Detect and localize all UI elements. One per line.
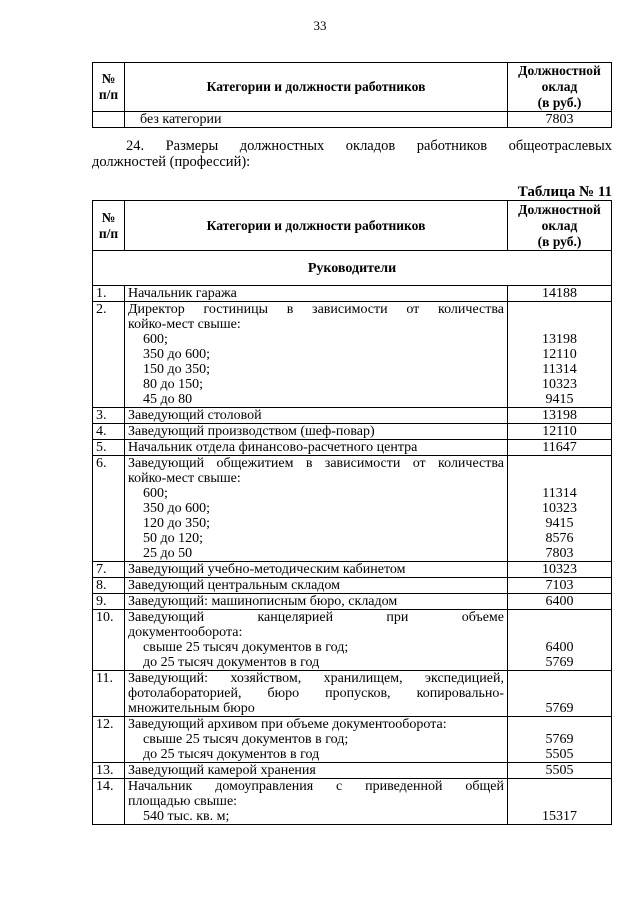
row-number: 11. <box>93 671 125 717</box>
row-number: 1. <box>93 286 125 302</box>
category-line: свыше 25 тысяч документов в год; <box>143 640 349 655</box>
row-category <box>125 424 508 440</box>
category-line: 45 до 80 <box>143 392 193 407</box>
category-line: Директор гостиницы в зависимости от количества <box>128 302 504 317</box>
row-category <box>125 286 508 302</box>
row-salary <box>508 456 612 562</box>
table-row <box>93 763 612 779</box>
cell-salary: 7803 <box>508 112 612 128</box>
row-number: 3. <box>93 408 125 424</box>
row-number: 10. <box>93 610 125 671</box>
category-line: Заведующий производством (шеф-повар) <box>128 424 375 439</box>
category-line: свыше 25 тысяч документов в год; <box>143 732 349 747</box>
table-row <box>93 671 612 717</box>
category-line: Заведующий центральным складом <box>128 578 341 593</box>
category-line: документооборота: <box>128 625 243 640</box>
salary-value: 11647 <box>542 440 577 455</box>
cell-category: без категории <box>125 112 508 128</box>
row-category <box>125 408 508 424</box>
salary-value: 12110 <box>542 347 577 362</box>
salary-value: 13198 <box>542 332 577 347</box>
row-category <box>125 594 508 610</box>
salary-value: 5769 <box>545 655 574 670</box>
row-category <box>125 562 508 578</box>
section-title: Руководители <box>93 251 612 286</box>
category-line: 350 до 600; <box>143 347 211 362</box>
table-row <box>93 717 612 763</box>
table-row <box>93 302 612 408</box>
salary-value: 6400 <box>545 640 574 655</box>
category-line: Заведующий учебно-методическим кабинетом <box>128 562 406 577</box>
table-row <box>93 594 612 610</box>
header-number: № п/п <box>93 63 125 112</box>
table-row <box>93 456 612 562</box>
salary-value: 7103 <box>545 578 574 593</box>
salary-value: 12110 <box>542 424 577 439</box>
salary-value: 5505 <box>545 747 574 762</box>
row-salary <box>508 302 612 408</box>
row-salary <box>508 779 612 825</box>
row-category <box>125 717 508 763</box>
salary-value: 6400 <box>545 594 574 609</box>
header-salary: Должностной оклад (в руб.) <box>508 201 612 251</box>
table-row <box>93 424 612 440</box>
paragraph-line-2: должностей (профессий): <box>92 154 251 170</box>
cell-number <box>93 112 125 128</box>
category-line: койко-мест свыше: <box>128 317 241 332</box>
category-line: 50 до 120; <box>143 531 204 546</box>
row-category <box>125 671 508 717</box>
table-label: Таблица № 11 <box>517 184 612 200</box>
category-line: множительным бюро <box>128 701 255 716</box>
row-salary <box>508 610 612 671</box>
page-number: 33 <box>313 18 327 33</box>
table-row <box>93 286 612 302</box>
table-row <box>93 610 612 671</box>
row-salary <box>508 440 612 456</box>
category-line: фотолабораторией, бюро пропусков, копировально- <box>128 686 504 701</box>
salary-value: 7803 <box>545 546 574 561</box>
row-salary <box>508 424 612 440</box>
salary-value: 5769 <box>545 701 574 716</box>
category-line: площадью свыше: <box>128 794 238 809</box>
row-salary <box>508 594 612 610</box>
header-category: Категории и должности работников <box>125 63 508 112</box>
table-row <box>93 779 612 825</box>
category-line: Заведующий архивом при объеме документооборота: <box>128 717 447 732</box>
row-category <box>125 456 508 562</box>
category-line: 350 до 600; <box>143 501 211 516</box>
paragraph-24 <box>92 138 612 170</box>
category-line: Начальник гаража <box>128 286 237 301</box>
header-category: Категории и должности работников <box>125 201 508 251</box>
table-row <box>93 440 612 456</box>
row-salary <box>508 562 612 578</box>
row-salary <box>508 578 612 594</box>
row-number: 13. <box>93 763 125 779</box>
table-top-fragment <box>92 62 612 128</box>
salary-value: 11314 <box>542 486 577 501</box>
row-category <box>125 578 508 594</box>
category-line: Начальник домоуправления с приведенной общей <box>128 779 504 794</box>
salary-value: 5505 <box>545 763 574 778</box>
category-line: Начальник отдела финансово-расчетного центра <box>128 440 418 455</box>
salary-value: 14188 <box>542 286 577 301</box>
table-11 <box>92 200 612 825</box>
salary-value: 15317 <box>542 809 577 824</box>
salary-value: 9415 <box>545 516 574 531</box>
salary-value: 9415 <box>545 392 574 407</box>
category-line: 25 до 50 <box>143 546 193 561</box>
category-line: Заведующий камерой хранения <box>128 763 316 778</box>
row-salary <box>508 286 612 302</box>
category-line: Заведующий: хозяйством, хранилищем, экспедицией, <box>128 671 504 686</box>
category-line: до 25 тысяч документов в год <box>143 655 320 670</box>
row-salary <box>508 408 612 424</box>
category-line: Заведующий общежитием в зависимости от количества <box>128 456 504 471</box>
row-number: 12. <box>93 717 125 763</box>
salary-value: 10323 <box>542 501 577 516</box>
category-line: 540 тыс. кв. м; <box>143 809 230 824</box>
table-row <box>93 578 612 594</box>
category-line: 600; <box>143 486 168 501</box>
category-line: Заведующий канцелярией при объеме <box>128 610 504 625</box>
category-line: 600; <box>143 332 168 347</box>
row-number: 8. <box>93 578 125 594</box>
salary-value: 8576 <box>545 531 574 546</box>
row-category <box>125 763 508 779</box>
header-number: № п/п <box>93 201 125 251</box>
header-salary: Должностной оклад (в руб.) <box>508 63 612 112</box>
row-category <box>125 302 508 408</box>
paragraph-line-1: 24. Размеры должностных окладов работников общеотраслевых <box>126 138 612 154</box>
salary-value: 11314 <box>542 362 577 377</box>
salary-value: 10323 <box>542 377 577 392</box>
row-number: 4. <box>93 424 125 440</box>
row-salary <box>508 763 612 779</box>
table-row <box>93 408 612 424</box>
row-number: 2. <box>93 302 125 408</box>
row-number: 5. <box>93 440 125 456</box>
salary-value: 5769 <box>545 732 574 747</box>
category-line: Заведующий: машинописным бюро, складом <box>128 594 398 609</box>
row-category <box>125 779 508 825</box>
category-line: до 25 тысяч документов в год <box>143 747 320 762</box>
row-number: 7. <box>93 562 125 578</box>
salary-value: 13198 <box>542 408 577 423</box>
row-number: 14. <box>93 779 125 825</box>
category-line: койко-мест свыше: <box>128 471 241 486</box>
category-line: Заведующий столовой <box>128 408 262 423</box>
row-category <box>125 440 508 456</box>
category-line: 120 до 350; <box>143 516 211 531</box>
row-category <box>125 610 508 671</box>
salary-value: 10323 <box>542 562 577 577</box>
category-line: 150 до 350; <box>143 362 211 377</box>
row-salary <box>508 717 612 763</box>
row-number: 9. <box>93 594 125 610</box>
row-salary <box>508 671 612 717</box>
row-number: 6. <box>93 456 125 562</box>
category-line: 80 до 150; <box>143 377 204 392</box>
table-row <box>93 562 612 578</box>
